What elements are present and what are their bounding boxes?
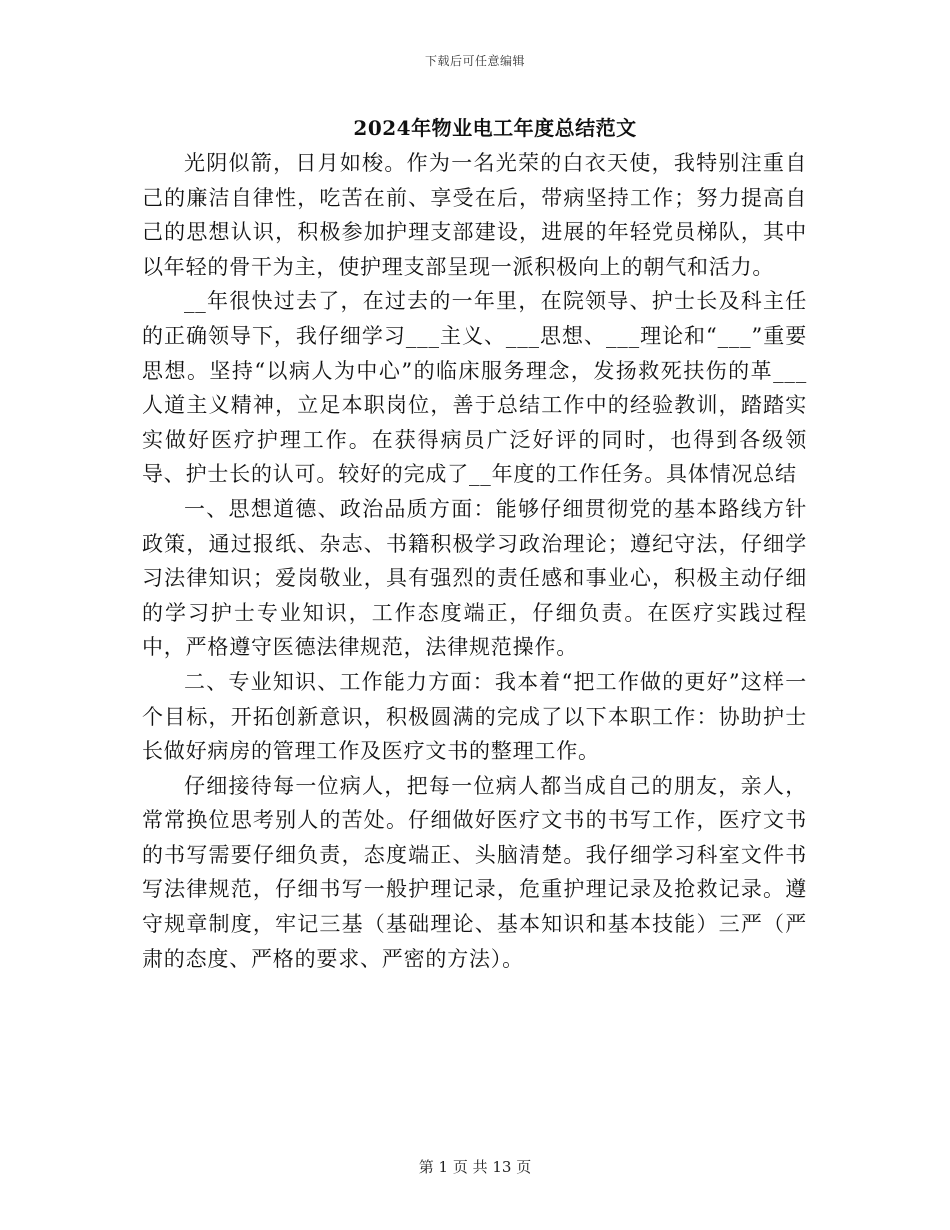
paragraph-year-summary: __年很快过去了，在过去的一年里，在院领导、护士长及科主任的正确领导下，我仔细学习___主义、___思想、___理论和“___”重要思想。坚持“以病人为中心”的临床服务理念，发扬救死扶伤的革___人道主义精神，立足本职岗位，善于总结工作中的经验教训，踏踏实实做好医疗护理工作。在获得病员广泛好评的同时，也得到各级领导、护士长的认可。较好的完成了__年度的工作任务。具体情况总结	[142, 289, 807, 487]
document-title: 2024年物业电工年度总结范文	[353, 116, 637, 140]
page-number-footer: 第 1 页 共 13 页	[418, 1158, 532, 1176]
paragraph-intro: 光阴似箭，日月如梭。作为一名光荣的白衣天使，我特别注重自己的廉洁自律性，吃苦在前、享受在后，带病坚持工作；努力提高自己的思想认识，积极参加护理支部建设，进展的年轻党员梯队，其中以年轻的骨干为主，使护理支部呈现一派积极向上的朝气和活力。	[142, 151, 807, 279]
paragraph-professional: 二、专业知识、工作能力方面：我本着“把工作做的更好”这样一个目标，开拓创新意识，积极圆满的完成了以下本职工作：协助护士长做好病房的管理工作及医疗文书的整理工作。	[142, 669, 807, 764]
header-note: 下载后可任意编辑	[424, 54, 525, 68]
paragraph-patient-care: 仔细接待每一位病人，把每一位病人都当成自己的朋友，亲人，常常换位思考别人的苦处。仔细做好医疗文书的书写工作，医疗文书的书写需要仔细负责，态度端正、头脑清楚。我仔细学习科室文件书写法律规范，仔细书写一般护理记录，危重护理记录及抢救记录。遵守规章制度，牢记三基（基础理论、基本知识和基本技能）三严（严肃的态度、严格的要求、严密的方法）。	[142, 773, 807, 971]
document-body	[142, 146, 807, 976]
paragraph-ideology: 一、思想道德、政治品质方面：能够仔细贯彻党的基本路线方针政策，通过报纸、杂志、书籍积极学习政治理论；遵纪守法，仔细学习法律知识；爱岗敬业，具有强烈的责任感和事业心，积极主动仔细的学习护士专业知识，工作态度端正，仔细负责。在医疗实践过程中，严格遵守医德法律规范，法律规范操作。	[142, 496, 807, 660]
